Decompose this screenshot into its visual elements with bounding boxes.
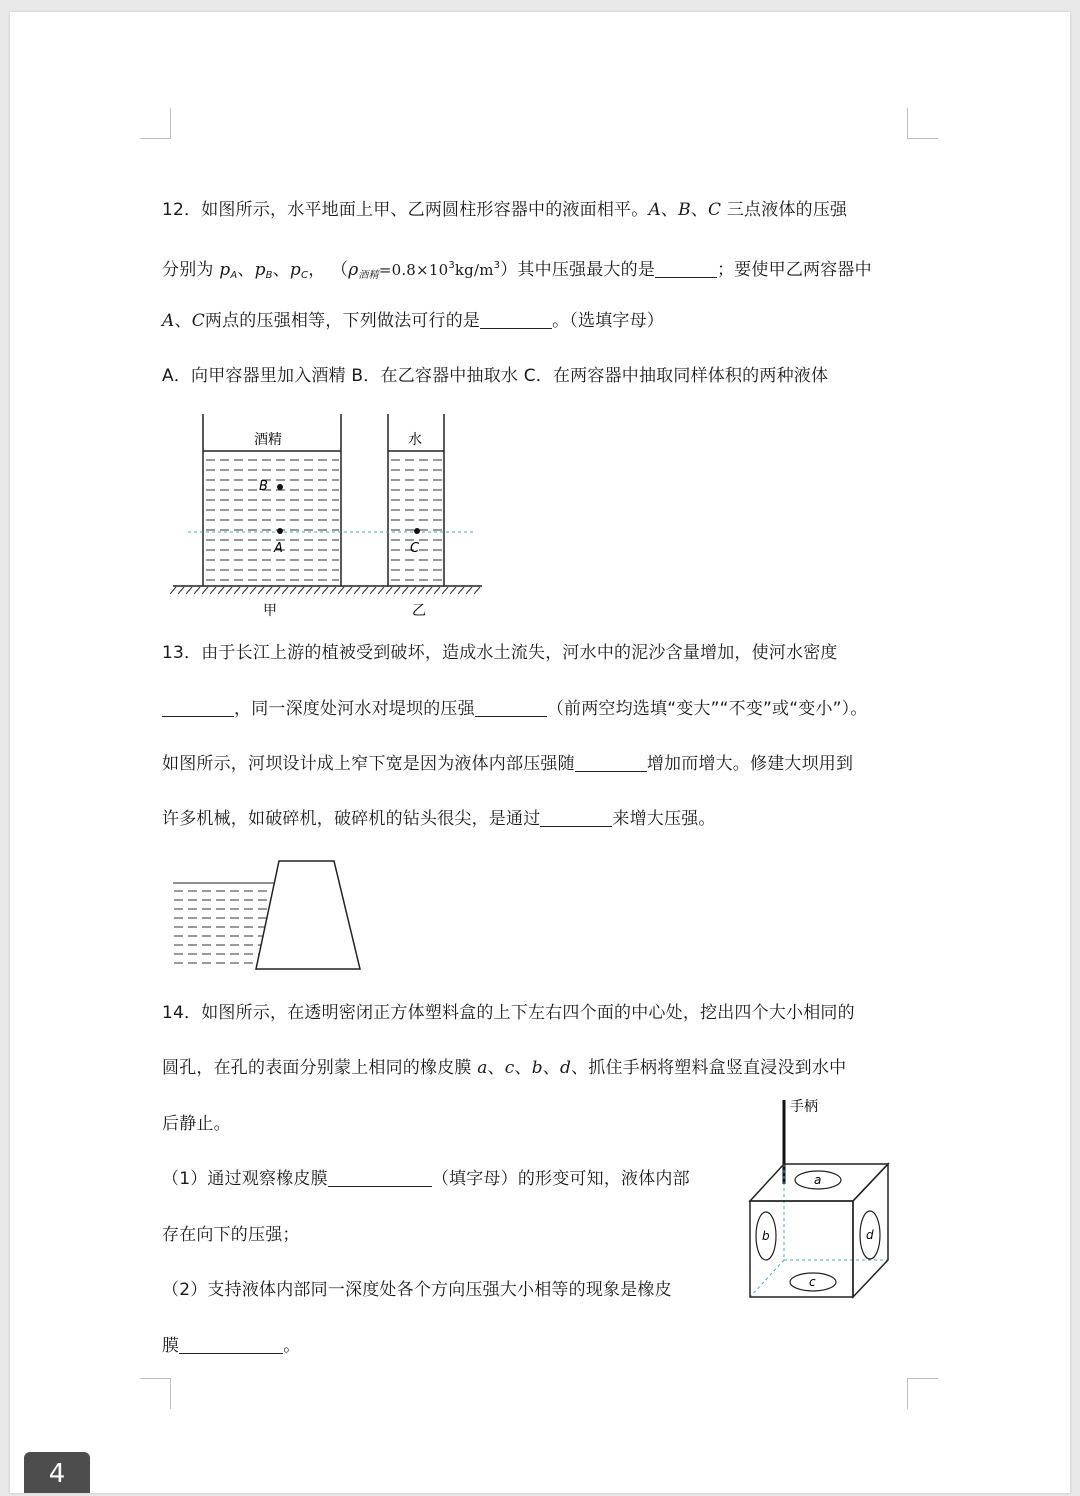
pressure-symbol: p	[254, 260, 266, 280]
q12-point-c: C	[708, 200, 722, 220]
subscript-b: B	[265, 270, 273, 281]
ground-tick	[418, 587, 424, 594]
q14-text: （填字母）的形变可知，液体内部	[431, 1169, 690, 1189]
q12-text: 其中压强最大的是	[517, 260, 656, 280]
separator: ，	[308, 260, 326, 280]
crop-mark-top-right	[907, 108, 938, 139]
q14-line-6: （2）支持液体内部同一深度处各个方向压强大小相等的现象是橡皮	[162, 1280, 672, 1300]
q14-cube-figure	[740, 1092, 900, 1308]
ground-tick	[386, 587, 392, 594]
ground-tick	[234, 587, 240, 594]
q13-line-2	[162, 697, 868, 721]
ground-tick	[434, 587, 440, 594]
ground-tick	[458, 587, 464, 594]
answer-blank-q13-4[interactable]	[540, 808, 612, 827]
separator: 、	[487, 1058, 505, 1078]
crop-mark-bottom-left	[140, 1378, 171, 1409]
membrane-d: d	[559, 1058, 572, 1078]
label-point-b: B	[259, 479, 268, 494]
q13-text: 许多机械，如破碎机，破碎机的钻头很尖，是通过	[162, 809, 541, 829]
q14-text: 、抓住手柄将塑料盒竖直浸没到水中	[571, 1058, 847, 1078]
density-subscript: 酒精	[358, 270, 379, 281]
paren: （	[331, 260, 349, 280]
q13-text: 来增大压强。	[612, 809, 716, 829]
ground-hatching	[170, 587, 480, 594]
ground-tick	[210, 587, 216, 594]
q14-line-3: 后静止。	[162, 1114, 231, 1134]
label-jia: 甲	[263, 603, 277, 619]
subscript-c: C	[301, 270, 309, 281]
q12-point-a: A	[162, 311, 175, 331]
point-b-dot	[277, 484, 283, 490]
q12-text: 两点的压强相等，下列做法可行的是	[204, 311, 481, 331]
pressure-symbol: p	[289, 260, 302, 280]
label-point-a: A	[274, 541, 283, 556]
label-alcohol: 酒精	[254, 432, 282, 448]
ground-tick	[378, 587, 384, 594]
q12-point-c: C	[191, 311, 205, 331]
ground-tick	[346, 587, 352, 594]
ground-tick	[178, 587, 184, 594]
q12-line-1	[162, 198, 847, 222]
q12-container-figure	[170, 410, 490, 622]
ground-tick	[186, 587, 192, 594]
separator: 、	[237, 260, 255, 280]
ground-tick	[442, 587, 448, 594]
q12-line-2	[162, 254, 872, 288]
exponent: 3	[493, 260, 501, 271]
ground-tick	[314, 587, 320, 594]
q14-line-7	[162, 1334, 300, 1358]
separator: 、	[660, 200, 679, 220]
q12-options: A．向甲容器里加入酒精 B．在乙容器中抽取水 C．在两容器中抽取同样体积的两种液体	[162, 366, 829, 386]
answer-blank-q13-3[interactable]	[575, 753, 647, 772]
crop-mark-bottom-right	[907, 1378, 938, 1409]
membrane-b: b	[531, 1058, 543, 1078]
q14-text: 。	[283, 1336, 301, 1356]
ground-tick	[338, 587, 344, 594]
q13-line-1: 13．由于长江上游的植被受到破坏，造成水土流失，河水中的泥沙含量增加，使河水密度	[162, 643, 838, 663]
ground-tick	[394, 587, 400, 594]
ground-tick	[306, 587, 312, 594]
answer-blank-q13-1[interactable]	[162, 698, 234, 717]
q14-text: 膜	[162, 1336, 180, 1356]
ground-tick	[402, 587, 408, 594]
separator: 、	[542, 1058, 560, 1078]
point-c-dot	[414, 528, 420, 534]
label-water: 水	[408, 432, 422, 448]
ground-tick	[226, 587, 232, 594]
label-point-c: C	[410, 541, 420, 556]
dam-trapezoid	[256, 861, 360, 969]
paren: ）	[500, 260, 518, 280]
q13-text: （前两空均选填“变大”“不变”或“变小”）。	[546, 699, 868, 719]
ground-tick	[410, 587, 416, 594]
q12-line-3	[162, 309, 664, 333]
ground-tick	[322, 587, 328, 594]
membrane-c: c	[504, 1058, 515, 1078]
ground-tick	[282, 587, 288, 594]
q13-text: 如图所示，河坝设计成上窄下宽是因为液体内部压强随	[162, 754, 575, 774]
separator: 、	[174, 311, 192, 331]
separator: 、	[690, 200, 709, 220]
ground-tick	[242, 587, 248, 594]
q14-line-4	[162, 1167, 690, 1191]
crop-mark-top-left	[140, 108, 171, 139]
ground-tick	[258, 587, 264, 594]
page-number-badge: 4	[24, 1452, 90, 1493]
label-yi: 乙	[412, 603, 426, 619]
membrane-a: a	[477, 1058, 488, 1078]
density-unit: kg/m	[454, 261, 494, 279]
pressure-symbol: p	[219, 260, 231, 280]
density-symbol: ρ	[348, 260, 359, 280]
q14-line-1: 14．如图所示，在透明密闭正方体塑料盒的上下左右四个面的中心处，挖出四个大小相同的	[162, 1003, 855, 1023]
ground-tick	[250, 587, 256, 594]
separator: 、	[272, 260, 290, 280]
q12-text: 三点液体的压强	[721, 200, 848, 220]
answer-blank-q12-1[interactable]	[655, 259, 717, 278]
label-membrane-a: a	[814, 1173, 822, 1187]
ground-tick	[170, 587, 176, 594]
label-handle: 手柄	[790, 1099, 818, 1115]
ground-tick	[298, 587, 304, 594]
q13-text: ，同一深度处河水对堤坝的压强	[234, 699, 475, 719]
ground-tick	[474, 587, 480, 594]
q12-text: ；要使甲乙两容器中	[717, 260, 872, 280]
separator: 、	[514, 1058, 532, 1078]
q14-line-5: 存在向下的压强；	[162, 1225, 300, 1245]
q12-text: 12．如图所示，水平地面上甲、乙两圆柱形容器中的液面相平。	[162, 200, 649, 220]
q12-text: 。（选填字母）	[552, 311, 665, 331]
ground-tick	[466, 587, 472, 594]
point-a-dot	[277, 528, 283, 534]
q13-dam-figure	[170, 855, 370, 975]
ground-tick	[274, 587, 280, 594]
ground-tick	[330, 587, 336, 594]
ground-tick	[354, 587, 360, 594]
label-membrane-b: b	[762, 1229, 770, 1243]
density-value: =0.8×10	[378, 261, 449, 279]
answer-blank-q12-2[interactable]	[480, 310, 552, 329]
ground-tick	[450, 587, 456, 594]
q12-point-b: B	[678, 200, 691, 220]
ground-tick	[266, 587, 272, 594]
liquid-hatching	[206, 460, 442, 580]
q12-text: 分别为	[162, 260, 220, 280]
hidden-edge	[750, 1260, 784, 1297]
exponent: 3	[448, 260, 455, 271]
ground-tick	[426, 587, 432, 594]
q13-line-3	[162, 752, 853, 776]
label-membrane-d: d	[866, 1228, 874, 1242]
subscript-a: A	[230, 270, 238, 281]
label-membrane-c: c	[809, 1275, 816, 1289]
ground-tick	[290, 587, 296, 594]
ground-tick	[218, 587, 224, 594]
q13-text: 增加而增大。修建大坝用到	[646, 754, 854, 774]
q13-line-4	[162, 807, 716, 831]
ground-tick	[202, 587, 208, 594]
ground-tick	[194, 587, 200, 594]
answer-blank-q14-2[interactable]	[179, 1335, 283, 1354]
ground-tick	[362, 587, 368, 594]
ground-tick	[370, 587, 376, 594]
q14-line-2	[162, 1056, 846, 1080]
q12-point-a: A	[648, 200, 661, 220]
answer-blank-q14-1[interactable]	[328, 1168, 432, 1187]
q14-text: 圆孔，在孔的表面分别蒙上相同的橡皮膜	[162, 1058, 478, 1078]
q14-text: （1）通过观察橡皮膜	[162, 1169, 328, 1189]
answer-blank-q13-2[interactable]	[475, 698, 547, 717]
